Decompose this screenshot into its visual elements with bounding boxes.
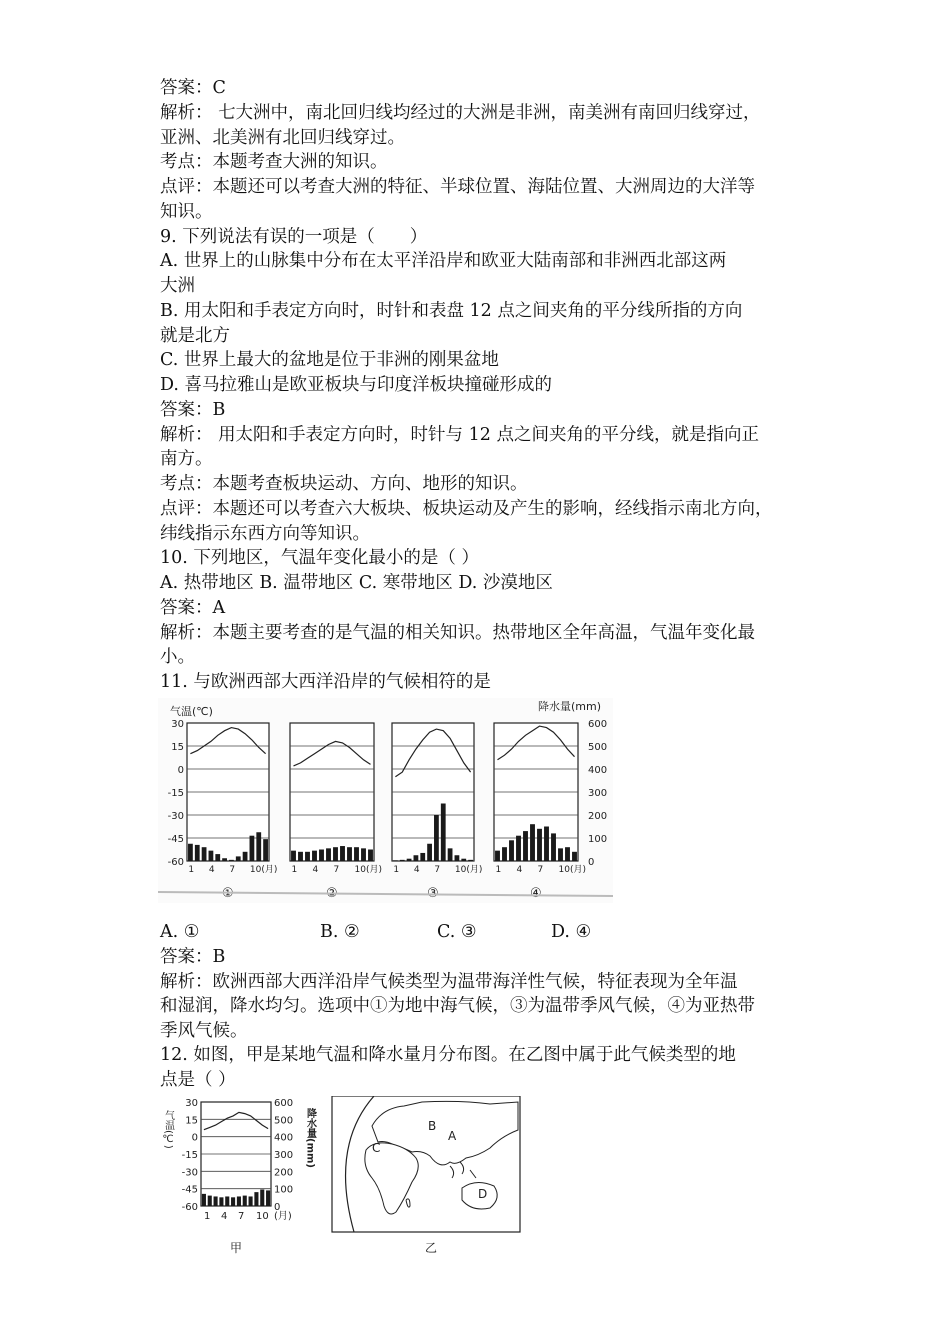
precip-axis-title: 降水量(mm) xyxy=(538,700,602,713)
precip-bar xyxy=(291,851,296,861)
text-line: 9. 下列说法有误的一项是（ ） xyxy=(160,226,428,247)
month-tick: 7 xyxy=(537,865,544,875)
climate-panel xyxy=(290,723,382,875)
q11-option-c: C. ③ xyxy=(437,922,477,942)
jia-temp-tick: 30 xyxy=(185,1098,198,1109)
precip-bar xyxy=(407,859,412,861)
temperature-tick: -30 xyxy=(167,811,184,822)
text-line: D. 喜马拉雅山是欧亚板块与印度洋板块撞碰形成的 xyxy=(160,375,553,395)
text-line: 点评：本题还可以考查大洲的特征、半球位置、海陆位置、大洲周边的大洋等 xyxy=(160,177,755,197)
precip-bar xyxy=(243,1196,247,1206)
jia-precip-tick: 500 xyxy=(274,1115,294,1127)
precip-bar xyxy=(305,852,310,861)
text-line: B. 用太阳和手表定方向时，时针和表盘 12 点之间夹角的平分线所指的方向 xyxy=(160,300,743,321)
jia-temp-tick: -15 xyxy=(181,1150,198,1161)
q11-option-b: B. ② xyxy=(320,922,360,942)
jia-precip-tick: 0 xyxy=(274,1202,281,1213)
jia-temp-tick: 15 xyxy=(185,1115,198,1127)
month-tick: 7 xyxy=(229,865,236,875)
precip-tick: 300 xyxy=(588,788,608,799)
precip-bar xyxy=(537,829,542,861)
precip-bar xyxy=(256,832,261,861)
month-tick: 10(月) xyxy=(249,865,278,875)
temperature-tick: 15 xyxy=(171,742,184,753)
precip-bar xyxy=(461,859,466,861)
q11-option-a: A. ① xyxy=(160,922,200,942)
month-tick: 4 xyxy=(413,865,420,875)
month-tick: 10(月) xyxy=(454,865,483,875)
precip-bar xyxy=(250,836,255,861)
text-line: 和湿润，降水均匀。选项中①为地中海气候，③为温带季风气候，④为亚热带 xyxy=(160,996,755,1017)
precip-bar xyxy=(319,850,324,862)
precip-tick: 100 xyxy=(588,834,608,845)
jia-month-tick: 1 xyxy=(204,1211,211,1222)
precip-bar xyxy=(249,1196,253,1206)
map-point-label: D xyxy=(478,1187,488,1201)
precip-bar xyxy=(544,827,549,862)
q12-figures xyxy=(160,1096,525,1258)
precip-bar xyxy=(368,850,373,862)
text-line: 解析： 用太阳和手表定方向时，时针与 12 点之间夹角的平分线，就是指向正 xyxy=(160,424,759,445)
precip-bar xyxy=(254,1192,258,1206)
month-tick: 10(月) xyxy=(354,865,382,875)
text-line: 点是（ ） xyxy=(160,1070,236,1090)
precip-bar xyxy=(195,845,200,861)
precip-bar xyxy=(340,846,345,861)
precip-bar xyxy=(572,852,577,861)
temperature-tick: 0 xyxy=(177,765,184,776)
precip-tick: 600 xyxy=(588,719,608,730)
temperature-tick: -15 xyxy=(167,788,184,799)
precip-bar xyxy=(468,860,473,861)
text-line: 答案：A xyxy=(160,597,226,618)
text-line: 纬线指示东西方向等知识。 xyxy=(160,523,370,544)
precip-bar xyxy=(236,856,241,861)
month-tick: 10(月) xyxy=(558,865,586,875)
precip-bar xyxy=(298,852,303,861)
yi-caption: 乙 xyxy=(425,1241,438,1255)
month-tick: 1 xyxy=(495,865,502,875)
jia-caption: 甲 xyxy=(230,1241,243,1255)
text-line: 知识。 xyxy=(160,201,213,222)
precip-bar xyxy=(188,844,193,861)
precip-bar xyxy=(231,1197,235,1206)
precip-bar xyxy=(215,854,220,861)
precip-bar xyxy=(354,847,359,861)
month-tick: 7 xyxy=(333,865,340,875)
text-line: 大洲 xyxy=(160,276,195,296)
world-map-yi xyxy=(332,1096,520,1232)
map-point-label: B xyxy=(428,1119,437,1133)
precip-bar xyxy=(516,836,521,861)
text-line: 南方。 xyxy=(160,449,213,470)
precip-bar xyxy=(523,831,528,861)
text-line: 12. 如图，甲是某地气温和降水量月分布图。在乙图中属于此气候类型的地 xyxy=(160,1045,736,1066)
precip-bar xyxy=(333,847,338,861)
precip-bar xyxy=(509,840,514,861)
climate-panel xyxy=(392,723,482,875)
q11-climate-charts xyxy=(158,698,613,903)
text-line: 解析：欧洲西部大西洋沿岸气候类型为温带海洋性气候，特征表现为全年温 xyxy=(160,971,738,992)
precip-bar xyxy=(229,860,234,861)
month-tick: 1 xyxy=(393,865,400,875)
precip-bar xyxy=(312,851,317,861)
panel-label: ④ xyxy=(530,886,542,901)
precip-bar xyxy=(448,848,453,861)
month-tick: 4 xyxy=(312,865,319,875)
precip-bar xyxy=(243,852,248,861)
precip-bar xyxy=(565,847,570,861)
jia-temp-tick: 0 xyxy=(191,1132,198,1144)
precip-bar xyxy=(222,858,227,861)
precip-bar xyxy=(420,853,425,861)
text-line: 答案：B xyxy=(160,399,226,420)
precip-bar xyxy=(237,1196,241,1206)
jia-month-tick: 10 xyxy=(256,1211,269,1222)
precip-tick: 500 xyxy=(588,742,608,753)
text-line: 就是北方 xyxy=(160,325,230,346)
climate-panel xyxy=(201,1102,271,1206)
jia-month-tick: 4 xyxy=(221,1211,228,1222)
precip-bar xyxy=(260,1190,264,1206)
text-line: 亚洲、北美洲有北回归线穿过。 xyxy=(160,127,405,148)
precip-bar xyxy=(530,824,535,861)
month-tick: 1 xyxy=(291,865,298,875)
text-line: 10. 下列地区，气温年变化最小的是（ ） xyxy=(160,548,479,569)
temperature-tick: -60 xyxy=(167,857,184,868)
map-point-label: A xyxy=(448,1129,457,1143)
precip-bar xyxy=(263,839,268,861)
precip-bar xyxy=(441,804,446,862)
jia-temp-tick: -30 xyxy=(181,1167,198,1179)
temperature-tick: -45 xyxy=(167,834,184,845)
precip-bar xyxy=(558,848,563,861)
precip-bar xyxy=(434,815,439,861)
jia-temp-axis-title: 气温(℃) xyxy=(162,1110,174,1149)
jia-temp-tick: -60 xyxy=(181,1202,198,1213)
precip-bar xyxy=(551,833,556,861)
jia-temp-tick: -45 xyxy=(181,1184,198,1196)
month-tick: 1 xyxy=(188,865,195,875)
jia-precip-tick: 600 xyxy=(274,1098,294,1109)
precip-bar xyxy=(208,1196,212,1206)
text-line: 小。 xyxy=(160,647,195,668)
month-tick: 4 xyxy=(208,865,215,875)
month-tick: 7 xyxy=(434,865,441,875)
temperature-tick: 30 xyxy=(171,719,184,730)
jia-precip-tick: 300 xyxy=(274,1150,294,1161)
climate-panel xyxy=(187,723,277,875)
jia-precip-tick: 100 xyxy=(274,1184,294,1196)
q11-climate-charts-svg xyxy=(158,698,613,903)
text-line: A. 热带地区 B. 温带地区 C. 寒带地区 D. 沙漠地区 xyxy=(160,573,553,593)
jia-precip-axis-title: 降水量(mm) xyxy=(304,1108,316,1168)
precip-tick: 0 xyxy=(588,857,595,868)
jia-month-tick: (月) xyxy=(274,1211,292,1222)
text-line: 解析：本题主要考查的是气温的相关知识。热带地区全年高温，气温年变化最 xyxy=(160,622,755,643)
text-line: 11. 与欧洲西部大西洋沿岸的气候相符的是 xyxy=(160,672,491,692)
precip-bar xyxy=(393,860,398,861)
precip-bar xyxy=(209,851,214,861)
text-line: 解析： 七大洲中，南北回归线均经过的大洲是非洲，南美洲有南回归线穿过， xyxy=(160,102,761,123)
precip-bar xyxy=(214,1196,218,1206)
text-line: 答案：B xyxy=(160,947,226,967)
precip-bar xyxy=(427,844,432,861)
text-line: 考点：本题考查大洲的知识。 xyxy=(160,152,388,173)
precip-bar xyxy=(326,848,331,861)
precip-bar xyxy=(502,847,507,861)
precip-bar xyxy=(495,851,500,861)
precip-tick: 200 xyxy=(588,811,608,822)
climate-panel xyxy=(494,723,586,875)
jia-precip-tick: 400 xyxy=(274,1132,294,1144)
jia-month-tick: 7 xyxy=(238,1211,245,1222)
text-line: C. 世界上最大的盆地是位于非洲的刚果盆地 xyxy=(160,350,499,371)
text-line: 答案：C xyxy=(160,78,226,98)
text-line: 季风气候。 xyxy=(160,1020,248,1041)
map-point-label: C xyxy=(372,1141,381,1155)
precip-bar xyxy=(266,1190,270,1206)
temperature-axis-title: 气温(℃) xyxy=(170,705,213,718)
precip-bar xyxy=(202,847,207,861)
text-line: 考点：本题考查板块运动、方向、地形的知识。 xyxy=(160,474,528,494)
precip-bar xyxy=(361,848,366,861)
precip-bar xyxy=(414,855,419,861)
text-line: A. 世界上的山脉集中分布在太平洋沿岸和欧亚大陆南部和非洲西北部这两 xyxy=(160,251,727,272)
precip-bar xyxy=(400,860,405,861)
q12-figures-svg xyxy=(160,1096,525,1258)
precip-bar xyxy=(202,1194,206,1206)
q11-option-d: D. ④ xyxy=(551,922,592,942)
precip-bar xyxy=(219,1197,223,1206)
jia-precip-tick: 200 xyxy=(274,1167,294,1179)
precip-bar xyxy=(225,1196,229,1206)
precip-tick: 400 xyxy=(588,765,608,776)
month-tick: 4 xyxy=(516,865,523,875)
text-line: 点评：本题还可以考查六大板块、板块运动及产生的影响，经线指示南北方向， xyxy=(160,498,773,519)
precip-bar xyxy=(347,847,352,861)
precip-bar xyxy=(455,855,460,861)
